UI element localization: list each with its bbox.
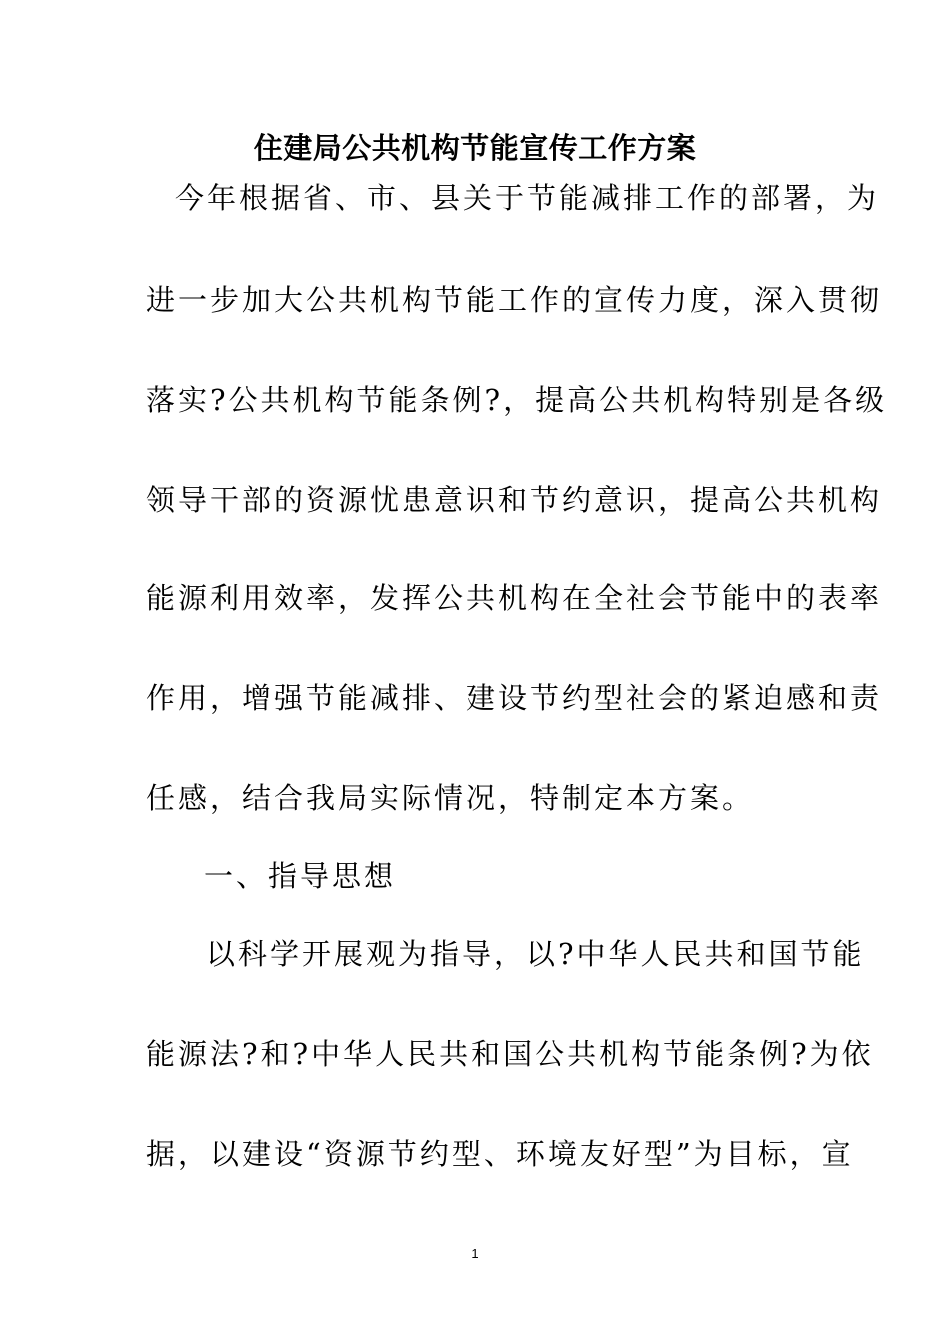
paragraph-line: 能源法?和?中华人民共和国公共机构节能条例?为依	[146, 1037, 874, 1071]
paragraph-line: 任感，结合我局实际情况，特制定本方案。	[146, 781, 755, 815]
page-number: 1	[471, 1246, 479, 1261]
paragraph-line: 据，以建设“资源节约型、环境友好型”为目标，宣	[146, 1137, 854, 1171]
paragraph-line: 以科学开展观为指导，以?中华人民共和国节能	[206, 937, 865, 971]
paragraph-line: 进一步加大公共机构节能工作的宣传力度，深入贯彻	[146, 283, 883, 317]
paragraph-line: 今年根据省、市、县关于节能减排工作的部署，为	[175, 181, 880, 215]
paragraph-line: 作用，增强节能减排、建设节约型社会的紧迫感和责	[146, 681, 883, 715]
paragraph-line: 落实?公共机构节能条例?，提高公共机构特别是各级	[146, 383, 888, 417]
section-heading: 一、指导思想	[204, 859, 397, 893]
paragraph-line: 领导干部的资源忧患意识和节约意识，提高公共机构	[146, 483, 883, 517]
document-title: 住建局公共机构节能宣传工作方案	[253, 131, 697, 165]
paragraph-line: 能源利用效率，发挥公共机构在全社会节能中的表率	[146, 581, 883, 615]
